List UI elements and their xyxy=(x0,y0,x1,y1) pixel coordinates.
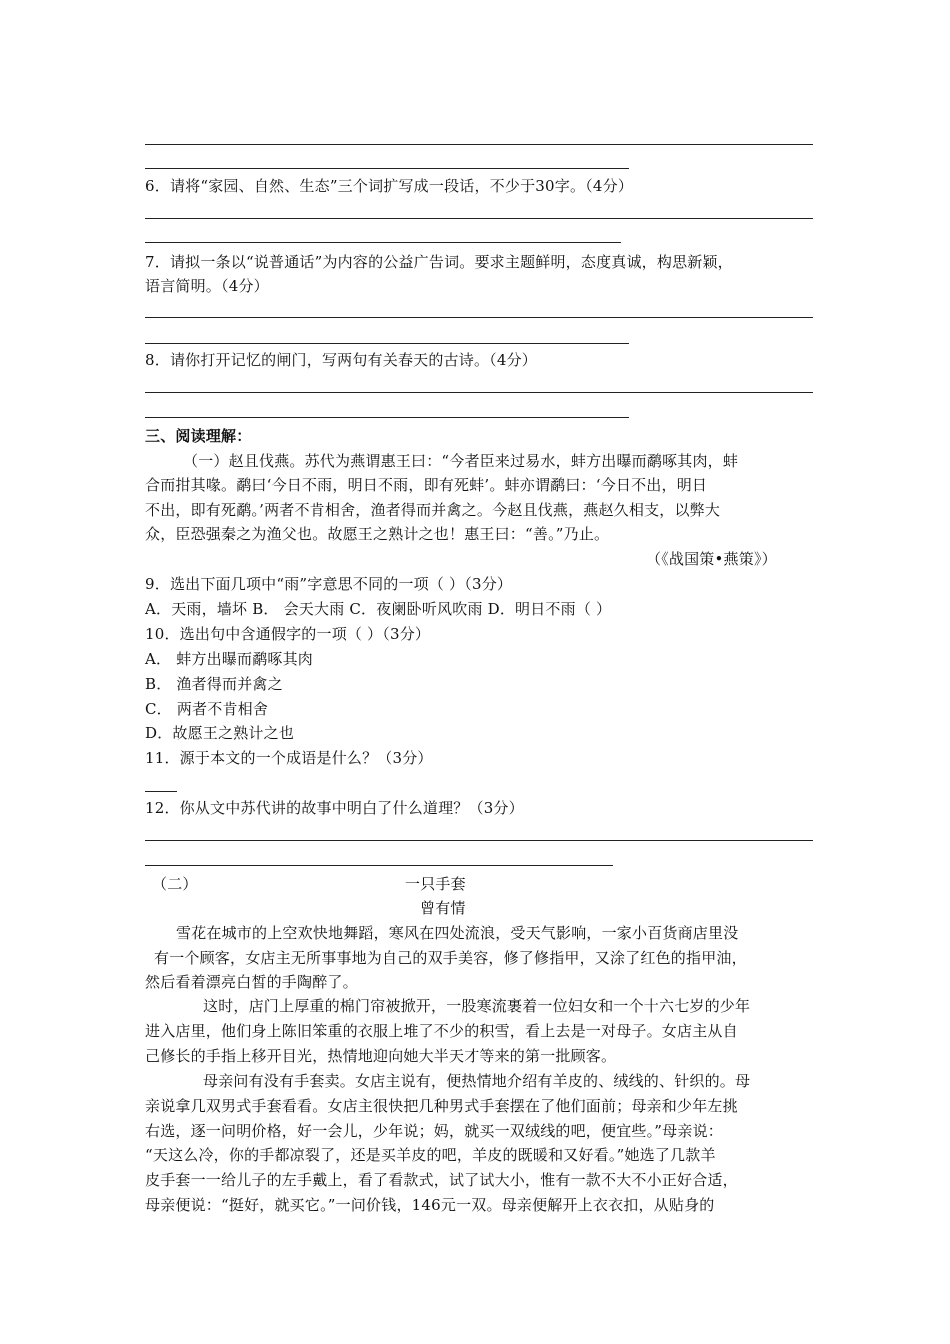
story-author: 曾有情 xyxy=(420,899,466,917)
passage-1-line: （一）赵且伐燕。苏代为燕谓惠王曰：“今者臣来过易水，蚌方出曝而鹬啄其肉，蚌 xyxy=(183,452,739,470)
answer-line[interactable] xyxy=(145,144,813,145)
story-line: 皮手套一一给儿子的左手戴上，看了看款式，试了试大小，惟有一款不大不小正好合适， xyxy=(145,1171,738,1189)
passage-1-line: 合而拑其喙。鹬曰‘今日不雨，明日不雨，即有死蚌’。蚌亦谓鹬曰：‘今日不出，明日 xyxy=(145,476,708,494)
story-line: 母亲便说：“挺好，就买它。”一问价钱，146元一双。母亲便解开上衣衣扣，从贴身的 xyxy=(145,1196,715,1214)
question-9-options: A．天雨，墙坏 B． 会天大雨 C．夜阑卧听风吹雨 D．明日不雨（ ） xyxy=(145,600,612,618)
question-11: 11．源于本文的一个成语是什么？（3分） xyxy=(145,749,433,767)
story-line: 然后看着漂亮白皙的手陶醉了。 xyxy=(145,973,358,991)
question-10-option-d: D．故愿王之熟计之也 xyxy=(145,724,295,742)
passage-1-line: 不出，即有死鹬。’两者不肯相舍，渔者得而并禽之。今赵且伐燕，燕赵久相支，以弊大 xyxy=(145,501,721,519)
part-2-label: （二） xyxy=(152,875,198,893)
question-8: 8．请你打开记忆的闸门，写两句有关春天的古诗。（4分） xyxy=(145,351,537,369)
question-10-option-c: C． 两者不肯相舍 xyxy=(145,700,269,718)
question-10-option-a: A． 蚌方出曝而鹬啄其肉 xyxy=(145,650,314,668)
story-line: 有一个顾客，女店主无所事事地为自己的双手美容，修了修指甲，又涂了红色的指甲油， xyxy=(154,949,747,967)
question-9: 9．选出下面几项中“雨”字意思不同的一项（ ）（3分） xyxy=(145,575,513,593)
answer-line[interactable] xyxy=(145,168,629,169)
answer-line[interactable] xyxy=(145,840,813,841)
answer-line[interactable] xyxy=(145,242,621,243)
story-line: “天这么冷，你的手都凉裂了，还是买羊皮的吧，羊皮的既暖和又好看。”她选了几款羊 xyxy=(145,1146,716,1164)
question-12: 12．你从文中苏代讲的故事中明白了什么道理？（3分） xyxy=(145,799,524,817)
story-line: 这时，店门上厚重的棉门帘被掀开，一股寒流裹着一位妇女和一个十六七岁的少年 xyxy=(203,997,751,1015)
passage-source: （《战国策•燕策》） xyxy=(646,550,777,568)
story-line: 进入店里，他们身上陈旧笨重的衣服上堆了不少的积雪，看上去是一对母子。女店主从自 xyxy=(145,1022,738,1040)
section-3-heading: 三、阅读理解： xyxy=(145,427,252,445)
answer-line[interactable] xyxy=(145,392,813,393)
answer-line[interactable] xyxy=(145,317,813,318)
question-10: 10．选出句中含通假字的一项（ ）（3分） xyxy=(145,625,431,643)
story-title: 一只手套 xyxy=(405,875,466,893)
answer-line[interactable] xyxy=(145,343,629,344)
question-7-line1: 7．请拟一条以“说普通话”为内容的公益广告词。要求主题鲜明，态度真诚，构思新颖， xyxy=(145,253,733,271)
passage-1-line: 众，臣恐强秦之为渔父也。故愿王之熟计之也！惠王曰：“善。”乃止。 xyxy=(145,525,610,543)
answer-line[interactable] xyxy=(145,417,629,418)
story-line: 己修长的手指上移开目光，热情地迎向她大半天才等来的第一批顾客。 xyxy=(145,1047,617,1065)
answer-line[interactable] xyxy=(145,218,813,219)
story-line: 母亲问有没有手套卖。女店主说有，便热情地介绍有羊皮的、绒线的、针织的。母 xyxy=(203,1072,751,1090)
answer-line[interactable] xyxy=(145,791,177,792)
story-line: 亲说拿几双男式手套看看。女店主很快把几种男式手套摆在了他们面前；母亲和少年左挑 xyxy=(145,1097,738,1115)
question-10-option-b: B． 渔者得而并禽之 xyxy=(145,675,283,693)
answer-line[interactable] xyxy=(145,865,613,866)
question-6: 6．请将“家园、自然、生态”三个词扩写成一段话，不少于30字。（4分） xyxy=(145,177,634,195)
story-line: 右选，逐一问明价格，好一会儿，少年说；妈，就买一双绒线的吧，便宜些。”母亲说： xyxy=(145,1122,723,1140)
question-7-line2: 语言简明。（4分） xyxy=(145,277,269,295)
story-line: 雪花在城市的上空欢快地舞蹈，寒风在四处流浪，受天气影响，一家小百货商店里没 xyxy=(176,924,739,942)
